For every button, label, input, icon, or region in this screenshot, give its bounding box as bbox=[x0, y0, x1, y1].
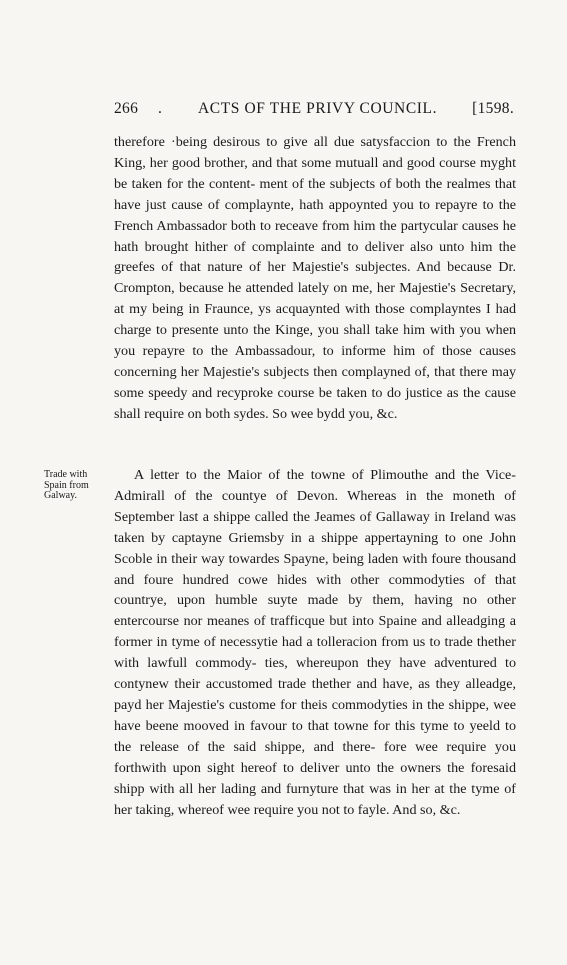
marginal-note: Trade with Spain from Galway. bbox=[44, 469, 89, 501]
page-number: 266 bbox=[114, 100, 139, 117]
body-paragraph-letter: A letter to the Maior of the towne of Plimouthe and the Vice-Admirall of the countye of Devon. Whereas in the moneth of September last a shippe called the Jeames of Gallaway in Ireland was taken by captayne Griemsby in a shippe appertayning to one John Scoble in their way towardes Spayne, being laden with foure thousand and foure hundred cowe hides with other commodyties of that countrye, upon humble suyte made by them, having no other entercourse nor meanes of trafficque but into Spaine and alleadging a former in tyme of necessytie had a tolleracion from us to trade thether with lawfull commody- ties, whereupon they have adventured to contynew their accustomed trade thether and have, as they alleadge, payd her Majestie's custome for theis commodyties in the shippe, wee have beene mooved in favour to that towne for this tyme to yeeld to the release of the said shippe, and there- fore wee require you forthwith upon sight hereof to deliver unto the owners the foresaid shipp with all her lading and furnyture that was in her at the tyme of her taking, whereof wee require you not to fayle. And so, &c. bbox=[114, 467, 516, 818]
running-head bbox=[114, 100, 514, 122]
head-separator: . bbox=[158, 100, 163, 117]
running-title: ACTS OF THE PRIVY COUNCIL. bbox=[198, 100, 438, 117]
body-paragraph-continued: therefore ·being desirous to give all due satysfaccion to the French King, her good brother, and that some mutuall and good course myght be taken for the content- ment of the subjects of both the realmes that have just cause of complaynte, hath appoynted you to repayre to the French Ambassador both to receave from him the partycular causes he hath brought hither of complainte and to deliver also unto him the greefes of that nature of her Majestie's subjectes. And because Dr. Crompton, because he attended lately on me, her Majestie's Secretary, at my being in Fraunce, ys acquaynted with those complayntes I had charge to presente unto the Kinge, you shall take him with you when you repayre to the Ambassadour, to informe him of those causes concerning her Majestie's subjects then complayned of, that there may some speedy and recyproke course be taken to do justice as the cause shall require on both sydes. So wee bydd you, &c. bbox=[114, 134, 516, 422]
running-year: [1598. bbox=[472, 100, 514, 117]
